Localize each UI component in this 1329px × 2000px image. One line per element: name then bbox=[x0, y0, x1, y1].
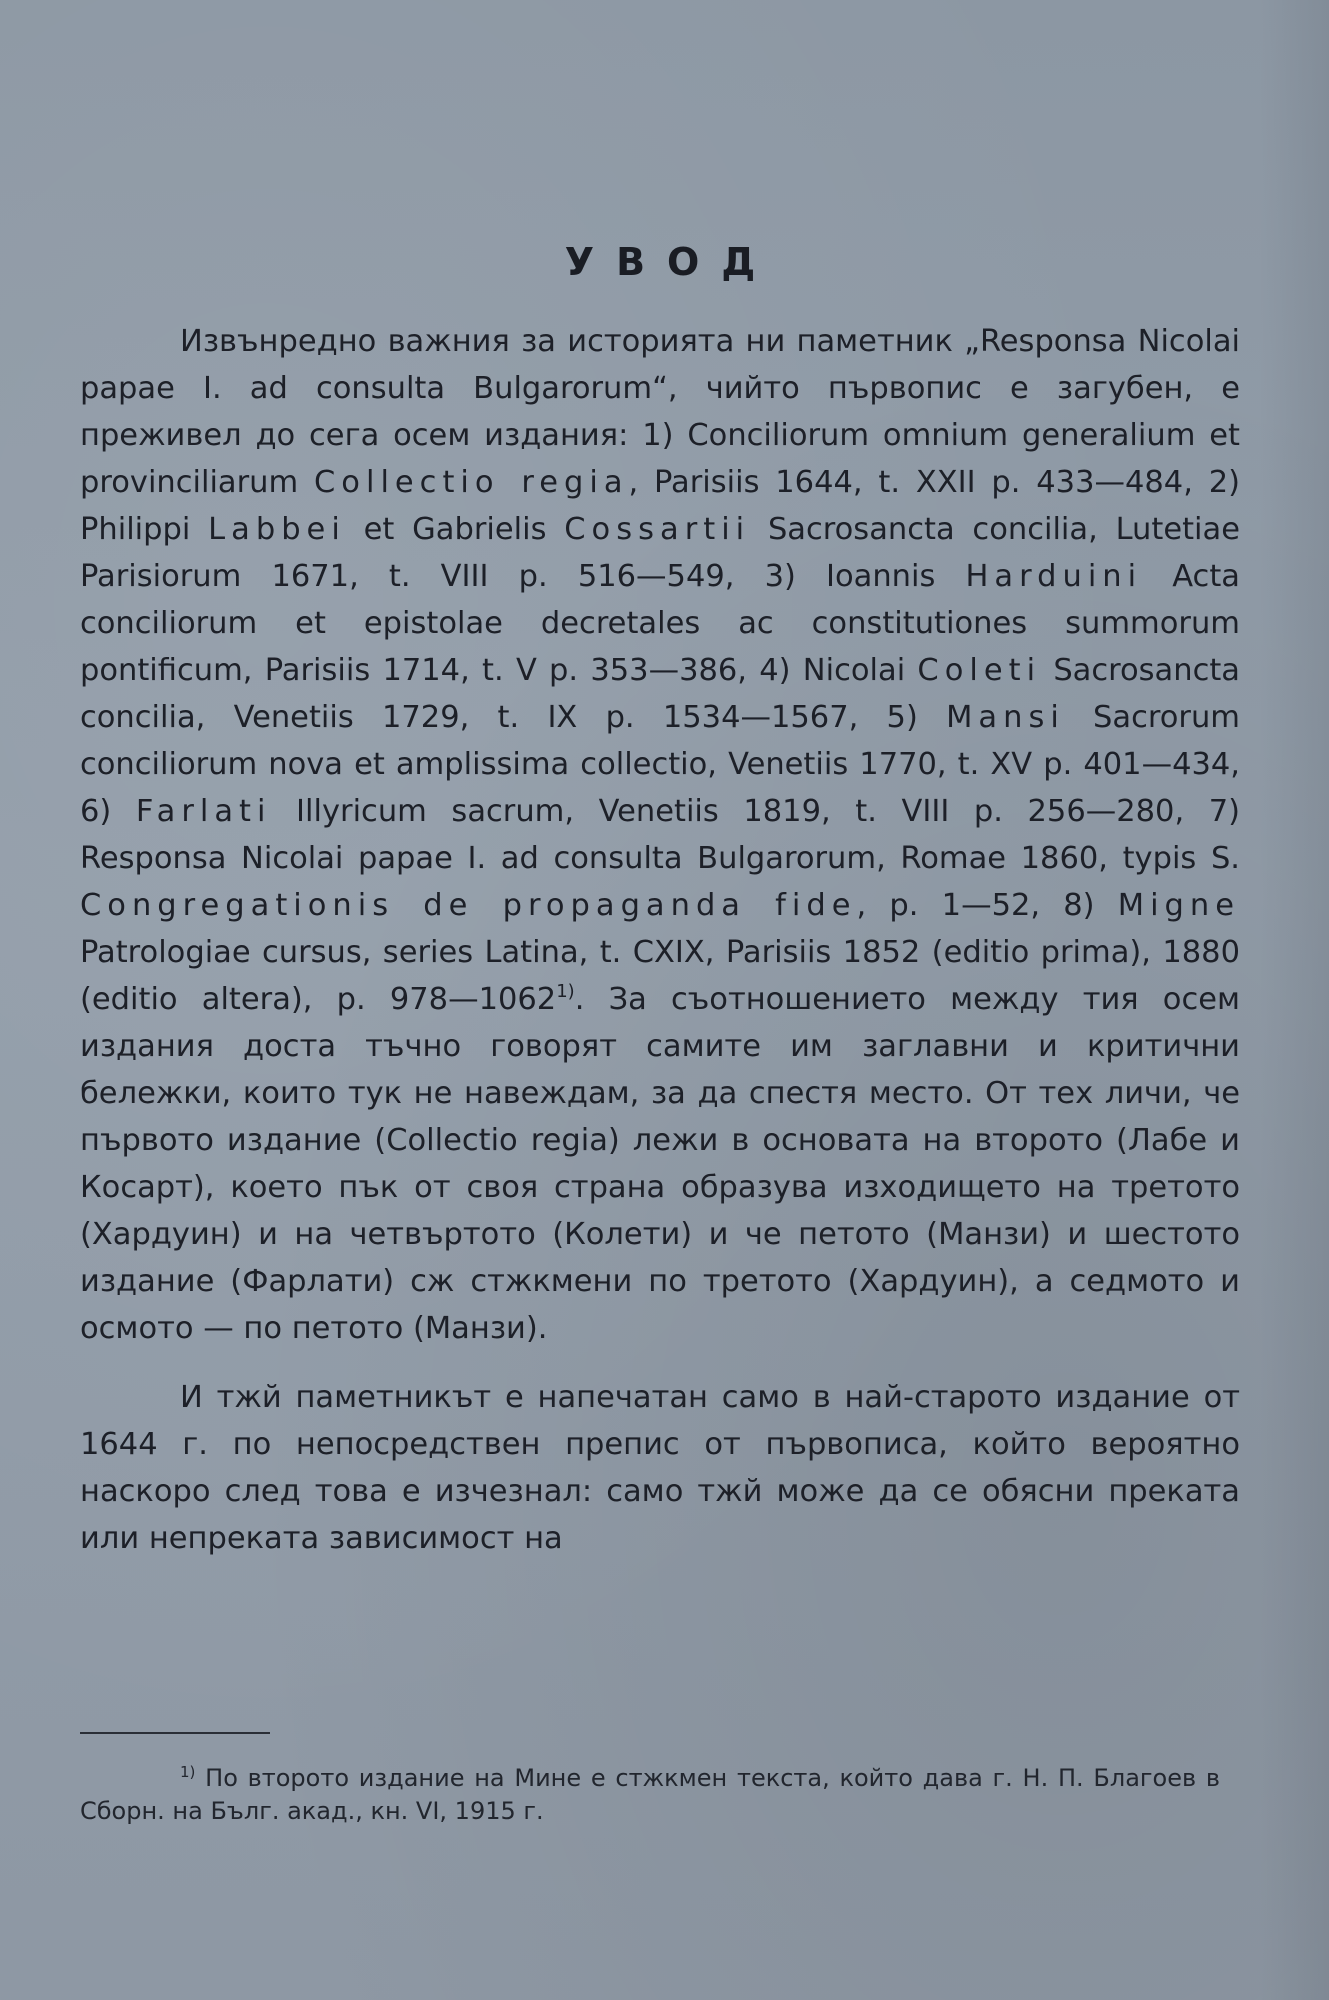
page-title: УВОД bbox=[564, 240, 778, 284]
spaced-text: Coleti bbox=[917, 653, 1042, 688]
text-run: et Gabrielis bbox=[345, 512, 565, 547]
page-body bbox=[80, 240, 1240, 1562]
spaced-text: Cossartii bbox=[564, 512, 751, 547]
text-run: Acta conciliorum et epistolae decretales ac constitutiones summorum pontificum, Parisiis 1714, t. V p. 353—386, 4) Nicolai bbox=[80, 559, 1240, 688]
text-run: , p. 1—52, 8) bbox=[856, 888, 1118, 923]
text-run: Patrologiae cursus, series Latina, t. CXIX, Parisiis 1852 (editio prima), 1880 (editio altera), p. 978—1062 bbox=[80, 935, 1240, 1017]
spaced-text: Collectio regia bbox=[314, 465, 629, 500]
footnote-reference: 1) bbox=[556, 981, 575, 1002]
footnote-divider bbox=[80, 1732, 270, 1734]
spaced-text: Mansi bbox=[946, 700, 1065, 735]
text-run: . За съотношението между тия осем издания доста тъчно говорят самите им заглавни и критични бележки, които тук не навеждам, за да спестя место. От тех личи, че първото издание (Collectio regia) лежи в основата на второто (Лабе и Косарт), което пък от своя страна образува изходището на третото (Хардуин) и на четвъртото (Колети) и че петото (Манзи) и шестото издание (Фарлати) сж стжкмени по третото (Хардуин), а седмото и осмото — по петото (Манзи). bbox=[80, 982, 1241, 1346]
paragraph-editions bbox=[80, 318, 1240, 1352]
spaced-text: Labbei bbox=[208, 512, 346, 547]
text-run: , Parisiis 1644, t. XXII p. 433—484, 2) Philippi bbox=[80, 465, 1241, 547]
spaced-text: Farlati bbox=[135, 794, 272, 829]
footnote bbox=[80, 1762, 1220, 1828]
page-edge-shadow bbox=[1259, 0, 1329, 2000]
text-run: Sacrosancta concilia, Venetiis 1729, t. IX p. 1534—1567, 5) bbox=[80, 653, 1240, 735]
spaced-text: Harduini bbox=[965, 559, 1143, 594]
text-run: Sacrorum conciliorum nova et amplissima collectio, Venetiis 1770, t. XV p. 401—434, 6) bbox=[80, 700, 1240, 829]
spaced-text: Congregationis de propaganda fide bbox=[80, 888, 857, 923]
text-run: Illyricum sacrum, Venetiis 1819, t. VIII p. 256—280, 7) Responsa Nicolai papae I. ad consulta Bulgarorum, Romae 1860, typis S. bbox=[80, 794, 1241, 876]
paragraph-first-edition: И тжй паметникът е напечатан само в най-старото издание от 1644 г. по непосредствен препис от първописа, който вероятно наскоро след това е изчезнал: само тжй може да се обясни преката или непреката зависимост на bbox=[80, 1380, 1240, 1556]
text-run: Sacrosancta concilia, Lutetiae Parisiorum 1671, t. VIII p. 516—549, 3) Ioannis bbox=[80, 512, 1240, 594]
footnote-text: По второто издание на Мине е стжкмен текста, който дава г. Н. П. Благоев в Сборн. на Бълг. акад., кн. VI, 1915 г. bbox=[80, 1764, 1220, 1825]
spaced-text: Migne bbox=[1117, 888, 1240, 923]
footnote-mark: 1) bbox=[180, 1763, 196, 1781]
text-run: Извънредно важния за историята ни паметник „Responsa Nicolai papae I. ad consulta Bulgarorum“, чийто първопис е загубен, е преживел до сега осем издания: 1) Conciliorum omnium generalium et provinciliarum bbox=[80, 324, 1240, 500]
